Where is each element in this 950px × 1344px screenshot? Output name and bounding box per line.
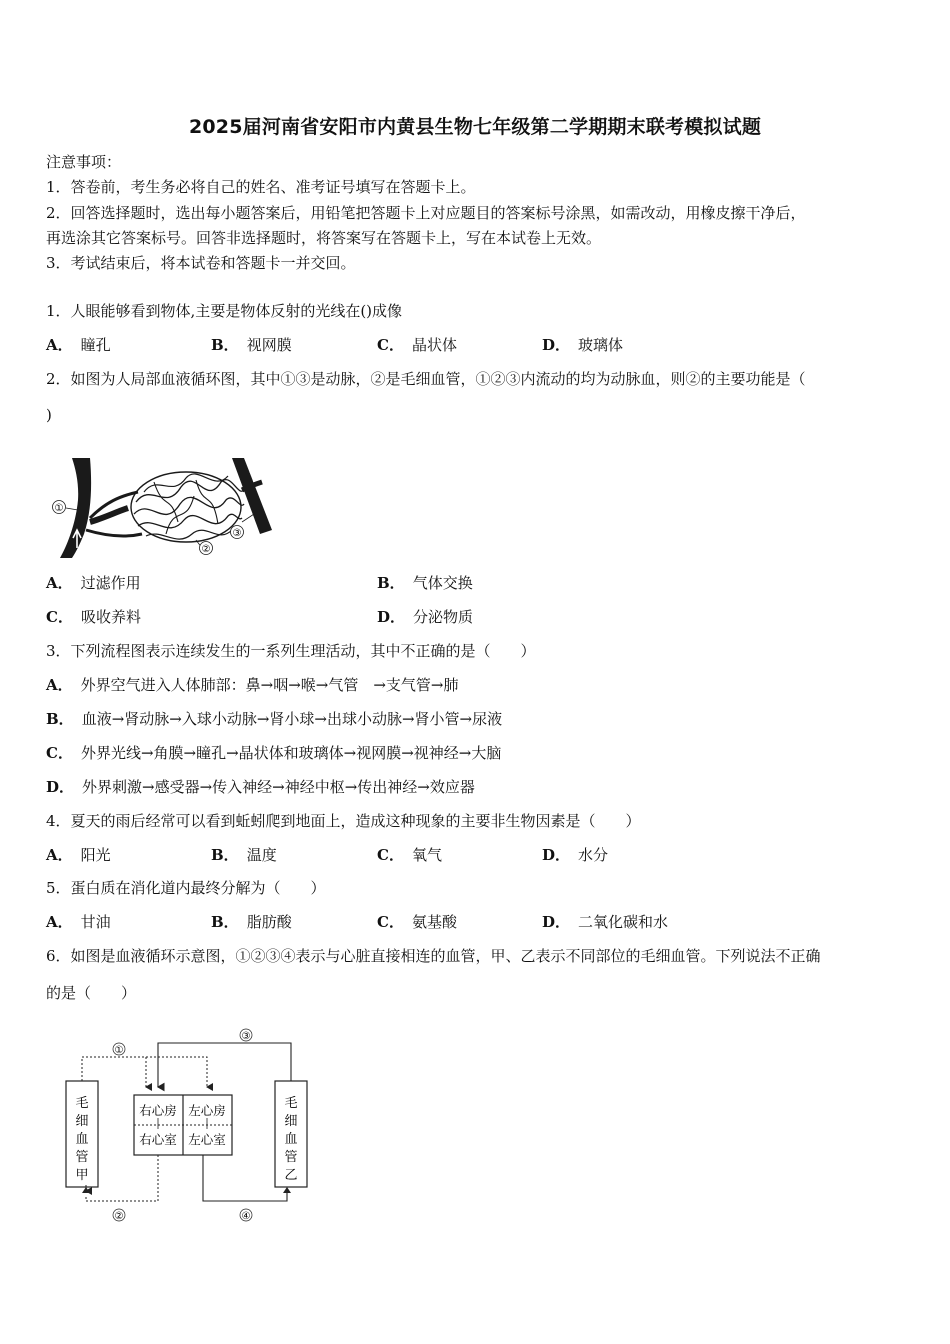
circulation-figure [60, 1025, 320, 1230]
svg-text:毛: 毛 [284, 1096, 298, 1111]
vessel-label-4: ④ [241, 1211, 251, 1222]
chamber-left-atrium: 左心房 [188, 1103, 226, 1118]
q4-option-c: C． 氧气 [377, 846, 442, 864]
q2-option-d: D． 分泌物质 [377, 608, 474, 626]
fig2-label-2: ② [201, 544, 211, 555]
notice-item-2: 2．回答选择题时，选出每小题答案后，用铅笔把答题卡上对应题目的答案标号涂黑，如需改动，用橡皮擦干净后， [46, 204, 806, 222]
q1-option-c: C． 晶状体 [377, 336, 457, 354]
q4-option-d: D． 水分 [542, 846, 609, 864]
q4-stem: 4．夏天的雨后经常可以看到蚯蚓爬到地面上，造成这种现象的主要非生物因素是（ ） [46, 812, 641, 830]
q2-stem: 2．如图为人局部血液循环图，其中①③是动脉，②是毛细血管，①②③内流动的均为动脉血，则②的主要功能是（ [46, 370, 806, 388]
svg-text:血: 血 [75, 1132, 89, 1147]
q5-option-c: C． 氨基酸 [377, 913, 457, 931]
q5-option-a: A． 甘油 [46, 913, 111, 931]
notice-heading: 注意事项： [46, 153, 122, 171]
svg-text:管: 管 [75, 1150, 89, 1165]
q5-stem: 5．蛋白质在消化道内最终分解为（ ） [46, 879, 326, 897]
q2-option-a: A． 过滤作用 [46, 574, 141, 592]
svg-text:甲: 甲 [75, 1168, 89, 1183]
q3-option-c: C． 外界光线→角膜→瞳孔→晶状体和玻璃体→视网膜→视神经→大脑 [46, 744, 502, 762]
capillary-jia-char-1: 毛 [75, 1096, 89, 1111]
q2-option-b: B． 气体交换 [377, 574, 473, 592]
chamber-left-ventricle: 左心室 [188, 1132, 226, 1147]
vessel-label-1: ① [114, 1045, 124, 1056]
notice-item-3: 3．考试结束后，将本试卷和答题卡一并交回。 [46, 254, 356, 272]
fig2-label-1: ① [54, 503, 64, 514]
notice-item-2-cont: 再选涂其它答案标号。回答非选择题时，将答案写在答题卡上，写在本试卷上无效。 [46, 229, 602, 247]
chamber-right-atrium: 右心房 [139, 1103, 177, 1118]
svg-text:细: 细 [75, 1114, 89, 1129]
q1-option-b: B． 视网膜 [211, 336, 292, 354]
q5-option-b: B． 脂肪酸 [211, 913, 292, 931]
svg-text:血: 血 [284, 1132, 298, 1147]
vessel-label-2: ② [114, 1211, 124, 1222]
q6-stem: 6．如图是血液循环示意图，①②③④表示与心脏直接相连的血管，甲、乙表示不同部位的毛细血管。下列说法不正确 [46, 947, 821, 965]
svg-text:细: 细 [284, 1114, 298, 1129]
q3-stem: 3．下列流程图表示连续发生的一系列生理活动，其中不正确的是（ ） [46, 642, 536, 660]
notice-item-1: 1．答卷前，考生务必将自己的姓名、准考证号填写在答题卡上。 [46, 178, 476, 196]
q2-stem-cont: ) [46, 406, 52, 424]
q1-option-d: D． 玻璃体 [542, 336, 624, 354]
q4-option-a: A． 阳光 [46, 846, 111, 864]
q3-option-b: B． 血液→肾动脉→入球小动脉→肾小球→出球小动脉→肾小管→尿液 [46, 710, 503, 728]
fig2-label-3: ③ [232, 528, 242, 539]
q5-option-d: D． 二氧化碳和水 [542, 913, 669, 931]
vessel-label-3: ③ [241, 1031, 251, 1042]
svg-text:乙: 乙 [284, 1168, 298, 1183]
exam-title: 2025届河南省安阳市内黄县生物七年级第二学期期末联考模拟试题 [188, 116, 762, 138]
q1-option-a: A． 瞳孔 [46, 336, 111, 354]
q3-option-a: A． 外界空气进入人体肺部：鼻→咽→喉→气管 →支气管→肺 [46, 676, 459, 694]
capillary-figure [46, 452, 276, 560]
q1-stem: 1．人眼能够看到物体,主要是物体反射的光线在()成像 [46, 302, 403, 320]
chamber-right-ventricle: 右心室 [139, 1132, 177, 1147]
q4-option-b: B． 温度 [211, 846, 277, 864]
q2-option-c: C． 吸收养料 [46, 608, 141, 626]
svg-text:管: 管 [284, 1150, 298, 1165]
q3-option-d: D． 外界刺激→感受器→传入神经→神经中枢→传出神经→效应器 [46, 778, 475, 796]
q6-stem-cont: 的是（ ） [46, 984, 137, 1002]
